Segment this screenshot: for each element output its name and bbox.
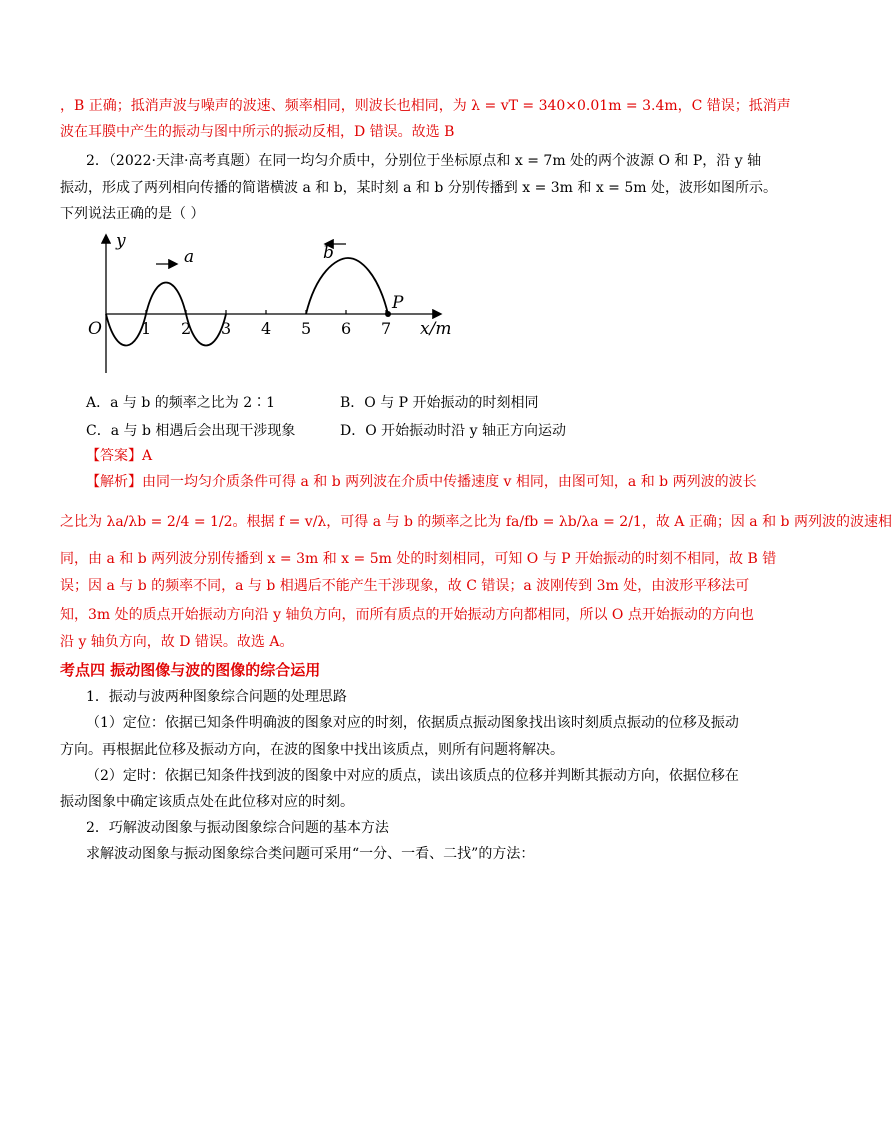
wave-figure xyxy=(80,228,470,378)
section-line-2: （1）定位：依据已知条件明确波的图象对应的时刻，依据质点振动图象找出该时刻质点振动的位移及振动 xyxy=(86,715,739,731)
section-line-7: 求解波动图象与振动图象综合类问题可采用“一分、一看、二找”的方法： xyxy=(86,846,535,862)
section-line-4: （2）定时：依据已知条件找到波的图象中对应的质点，读出该质点的位移并判断其振动方向，依据位移在 xyxy=(86,768,739,784)
section-line-6: 2．巧解波动图象与振动图象综合问题的基本方法 xyxy=(86,820,389,836)
section-line-1: 1．振动与波两种图象综合问题的处理思路 xyxy=(86,689,347,705)
x-tick-label: 2 xyxy=(181,319,192,338)
x-tick-label: 4 xyxy=(261,319,272,338)
section-line-5: 振动图象中确定该质点处在此位移对应的时刻。 xyxy=(60,794,354,810)
x-tick-label: 3 xyxy=(221,319,232,338)
answer-label: 【答案】A xyxy=(86,448,153,464)
analysis-line-3: 同，由 a 和 b 两列波分别传播到 x = 3m 和 x = 5m 处的时刻相同，可知 O 与 P 开始振动的时刻不相同，故 B 错 xyxy=(60,551,777,567)
x-tick-label: 5 xyxy=(301,319,312,338)
question-line-1: 2．（2022·天津·高考真题）在同一均匀介质中，分别位于坐标原点和 x = 7m 处的两个波源 O 和 P，沿 y 轴 xyxy=(86,153,762,169)
point-p xyxy=(385,311,391,317)
wave-a-label: a xyxy=(184,247,195,267)
section-heading: 考点四 振动图像与波的图像的综合运用 xyxy=(60,661,321,679)
question-line-3: 下列说法正确的是（ ） xyxy=(60,206,205,222)
x-tick-label: 6 xyxy=(341,319,352,338)
analysis-line-5: 知，3m 处的质点开始振动方向沿 y 轴负方向，而所有质点的开始振动方向都相同，所以 O 点开始振动的方向也 xyxy=(60,607,754,623)
option-d[interactable]: D．O 开始振动时沿 y 轴正方向运动 xyxy=(340,423,566,439)
wave-b-label: b xyxy=(323,243,334,263)
analysis-line-1: 【解析】由同一均匀介质条件可得 a 和 b 两列波在介质中传播速度 v 相同，由图可知，a 和 b 两列波的波长 xyxy=(86,474,757,490)
answer-continuation-line-2: 波在耳膜中产生的振动与图中所示的振动反相，D 错误。故选 B xyxy=(60,124,455,140)
option-c[interactable]: C．a 与 b 相遇后会出现干涉现象 xyxy=(86,423,296,439)
option-a[interactable]: A．a 与 b 的频率之比为 2∶1 xyxy=(86,395,276,411)
origin-label: O xyxy=(88,319,102,339)
x-axis-label: x/m xyxy=(420,319,452,339)
y-axis-label: y xyxy=(116,231,126,251)
point-p-label: P xyxy=(392,293,404,313)
analysis-line-2: 之比为 λa/λb = 2/4 = 1/2。根据 f = v/λ，可得 a 与 b 的频率之比为 fa/fb = λb/λa = 2/1，故 A 正确；因 a 和 b 两列波的波速相 xyxy=(60,514,892,530)
analysis-line-6: 沿 y 轴负方向，故 D 错误。故选 A。 xyxy=(60,634,294,650)
question-line-2: 振动，形成了两列相向传播的简谐横波 a 和 b，某时刻 a 和 b 分别传播到 x = 3m 和 x = 5m 处，波形如图所示。 xyxy=(60,180,777,196)
analysis-line-4: 误；因 a 与 b 的频率不同，a 与 b 相遇后不能产生干涉现象，故 C 错误；a 波刚传到 3m 处，由波形平移法可 xyxy=(60,578,750,594)
x-tick-label: 7 xyxy=(381,319,392,338)
answer-continuation-line-1: ，B 正确；抵消声波与噪声的波速、频率相同，则波长也相同，为 λ = vT = 340×0.01m = 3.4m，C 错误；抵消声 xyxy=(60,98,791,114)
section-line-3: 方向。再根据此位移及振动方向，在波的图象中找出该质点，则所有问题将解决。 xyxy=(60,742,564,758)
x-tick-label: 1 xyxy=(141,319,152,338)
option-b[interactable]: B．O 与 P 开始振动的时刻相同 xyxy=(340,395,539,411)
wave-b-curve xyxy=(306,258,388,314)
